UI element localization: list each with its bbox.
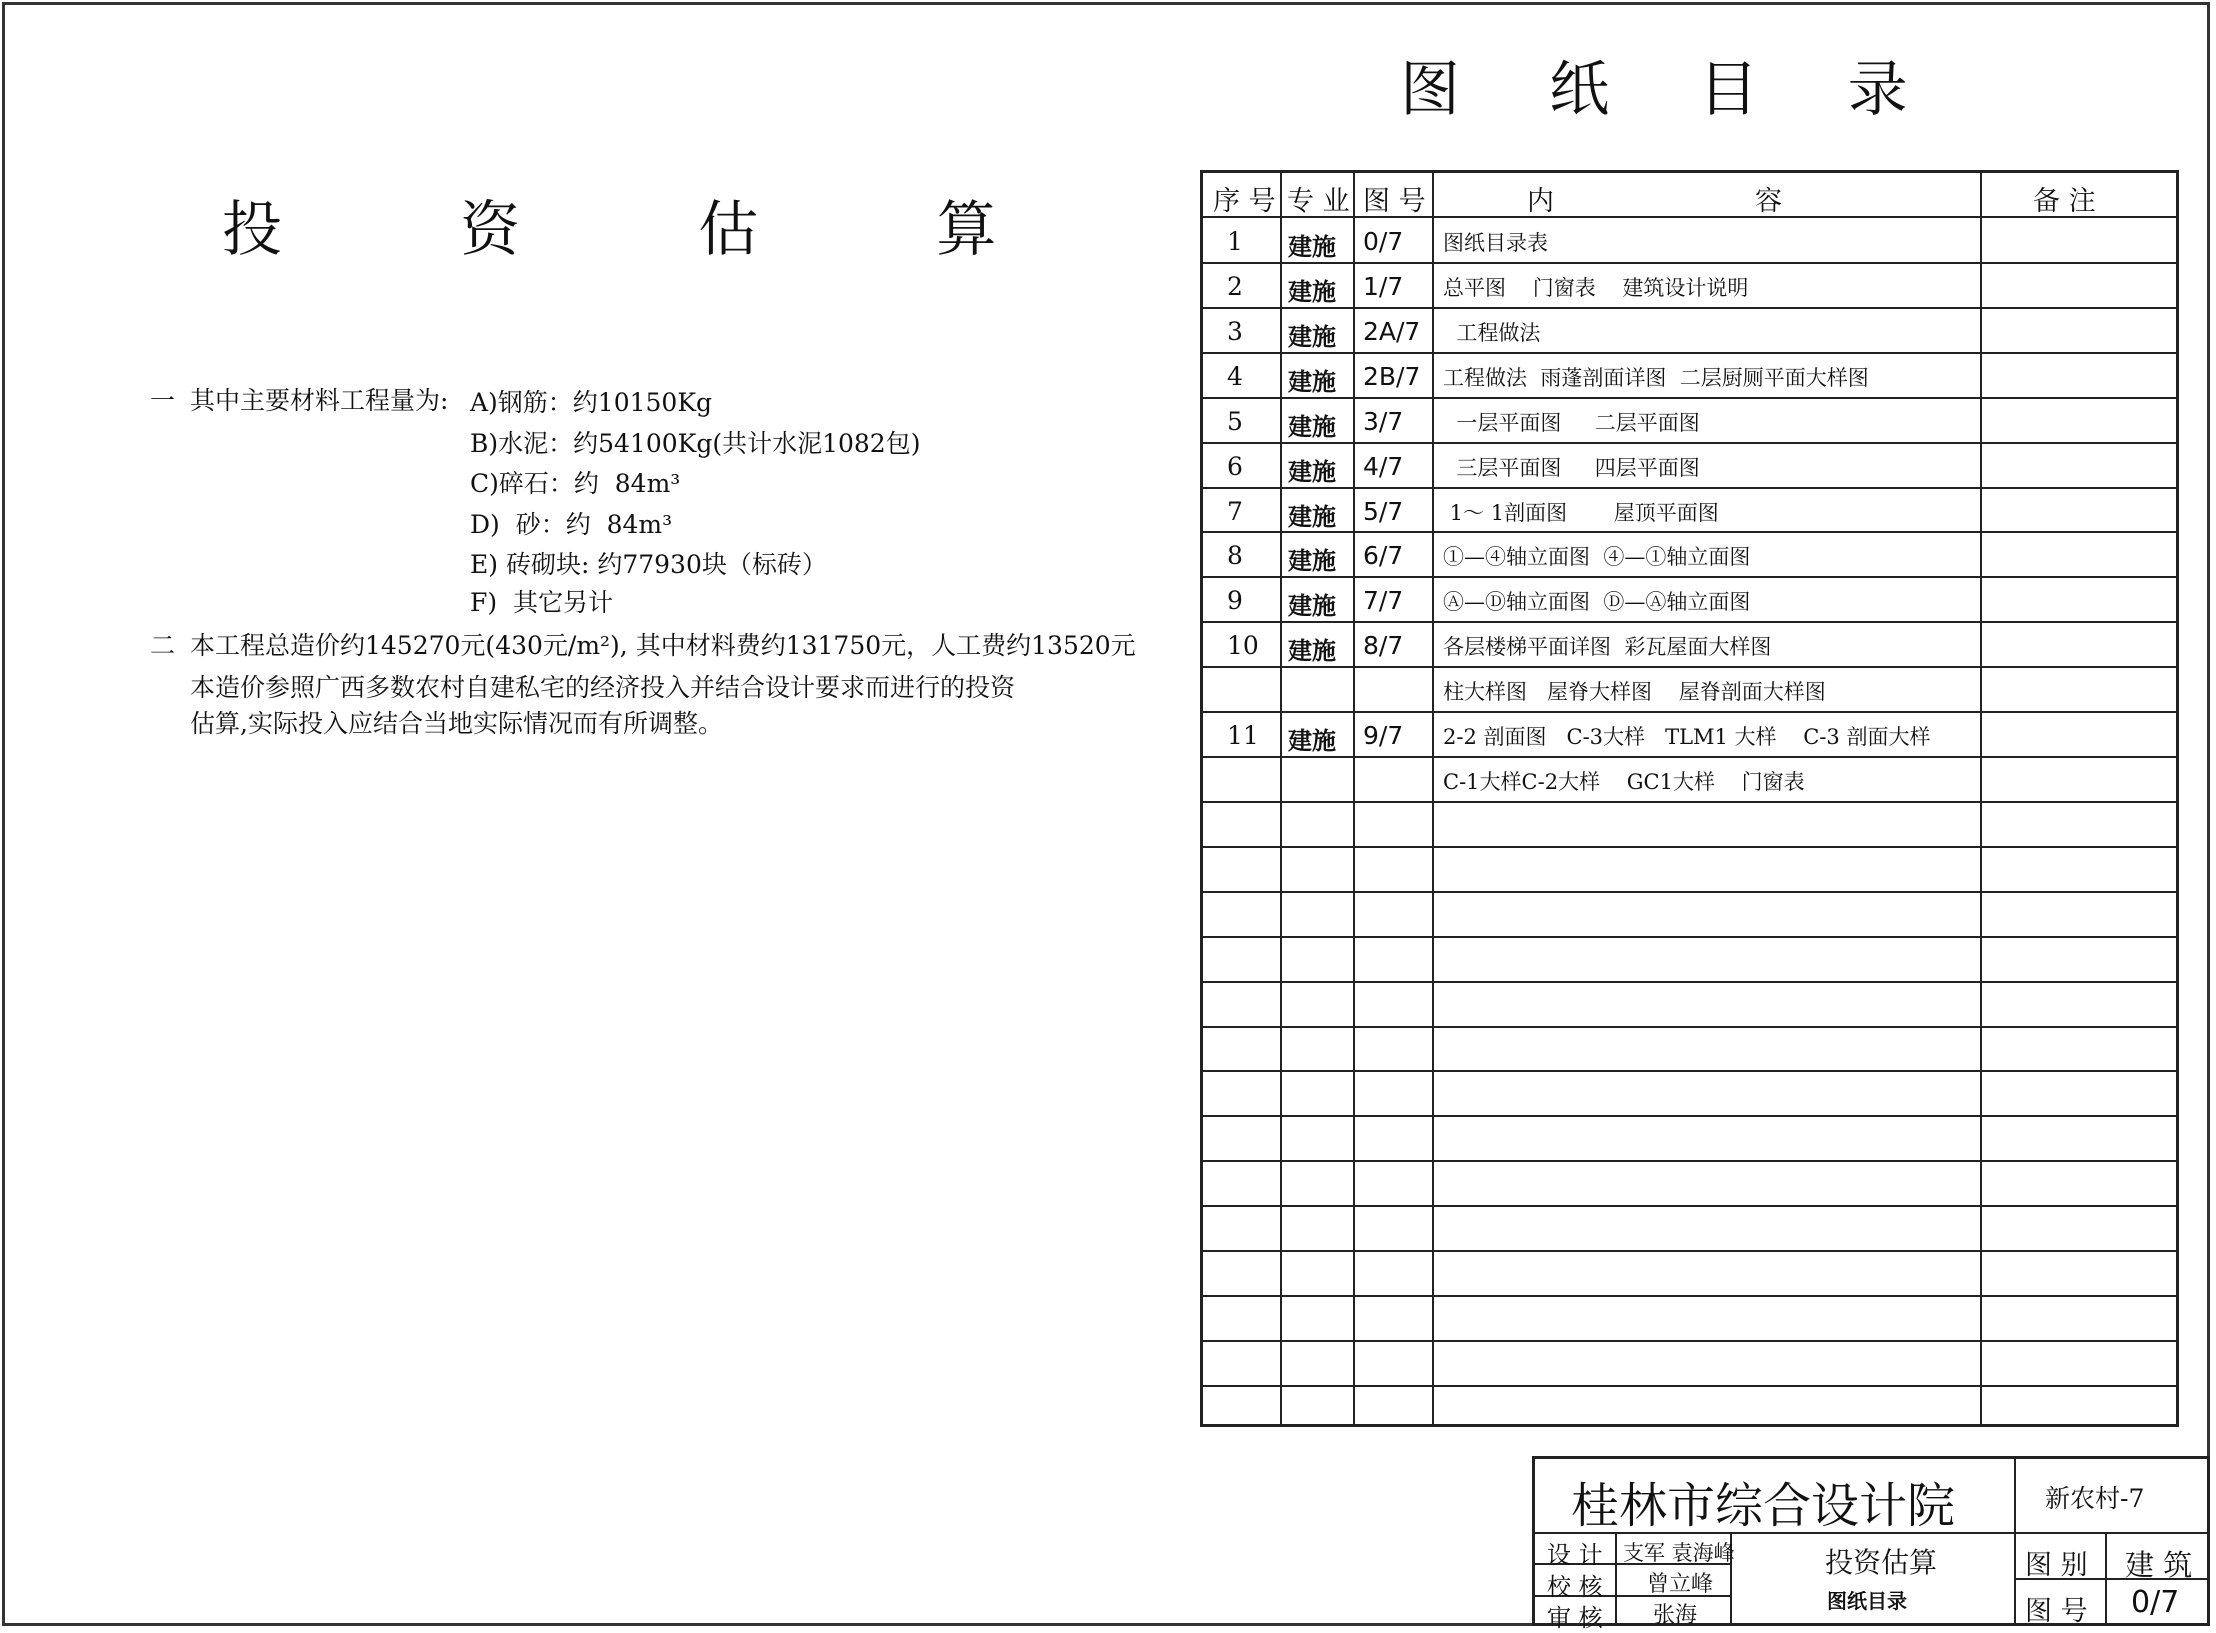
item2-line3: 估算,实际投入应结合当地实际情况而有所调整。 <box>190 709 723 738</box>
row-no: 6 <box>1227 451 1243 481</box>
row-discipline: 建施 <box>1288 546 1336 576</box>
header-remarks: 备 注 <box>2033 186 2096 217</box>
header-discipline: 专 业 <box>1287 186 1350 217</box>
row-no: 10 <box>1227 631 1259 661</box>
row-drawing-no: 2B/7 <box>1363 361 1421 391</box>
row-discipline: 建施 <box>1288 591 1336 621</box>
sheet-subtitle: 图纸目录 <box>1827 1589 1907 1613</box>
institute-name: 桂林市综合设计院 <box>1571 1478 1956 1534</box>
category-value: 建 筑 <box>2125 1548 2193 1582</box>
category-label: 图 别 <box>2025 1550 2088 1581</box>
material-item: E) 砖砌块: 约77930块（标砖） <box>470 550 827 579</box>
item2-line1: 本工程总造价约145270元(430元/m²), 其中材料费约131750元，人工费约13520元 <box>190 631 1136 660</box>
header-content-1: 内 <box>1527 186 1554 217</box>
row-content: 工程做法 雨蓬剖面详图 二层厨厕平面大样图 <box>1443 365 1869 390</box>
row-no: 3 <box>1227 316 1243 346</box>
row-discipline: 建施 <box>1288 232 1336 261</box>
row-no: 8 <box>1227 541 1243 571</box>
row-drawing-no: 6/7 <box>1363 541 1404 571</box>
row-discipline: 建施 <box>1288 411 1336 441</box>
material-item: B)水泥：约54100Kg(共计水泥1082包) <box>470 429 921 458</box>
sheet-title: 投资估算 <box>1825 1546 1938 1579</box>
row-drawing-no: 5/7 <box>1363 496 1404 526</box>
project-name: 新农村-7 <box>2045 1484 2145 1513</box>
title-block <box>1532 1456 2210 1632</box>
check-label: 校 核 <box>1547 1573 1603 1601</box>
row-drawing-no: 0/7 <box>1363 227 1404 256</box>
number-value: 0/7 <box>2131 1585 2180 1620</box>
review-name: 张海 <box>1653 1603 1698 1628</box>
material-item: F) 其它另计 <box>470 588 613 617</box>
row-no: 1 <box>1227 227 1243 256</box>
row-no: 4 <box>1227 361 1243 391</box>
row-discipline: 建施 <box>1288 321 1336 351</box>
investment-title: 投 资 估 算 <box>222 195 997 265</box>
row-discipline: 建施 <box>1288 276 1336 306</box>
row-no: 9 <box>1227 586 1243 616</box>
row-content: 柱大样图 屋脊大样图 屋脊剖面大样图 <box>1443 680 1826 705</box>
item2-line2: 本造价参照广西多数农村自建私宅的经济投入并结合设计要求而进行的投资 <box>190 673 1016 702</box>
row-drawing-no: 1/7 <box>1363 271 1404 301</box>
row-no: 7 <box>1227 496 1243 526</box>
drawing-index-table <box>1200 170 2179 1427</box>
index-title: 图 纸 目 录 <box>1400 55 1916 125</box>
row-drawing-no: 2A/7 <box>1363 316 1421 346</box>
row-content: 1～ 1剖面图 屋顶平面图 <box>1443 500 1719 525</box>
item1-lead: 其中主要材料工程量为: <box>190 386 449 415</box>
row-discipline: 建施 <box>1288 636 1336 666</box>
row-content: 2-2 剖面图 C-3大样 TLM1 大样 C-3 剖面大样 <box>1443 725 1931 750</box>
header-content-2: 容 <box>1755 186 1782 217</box>
row-drawing-no: 7/7 <box>1363 586 1404 616</box>
row-no: 2 <box>1227 271 1243 301</box>
item2-prefix: 二 <box>150 631 176 660</box>
row-discipline: 建施 <box>1288 456 1336 486</box>
row-content: 图纸目录表 <box>1443 231 1548 255</box>
row-drawing-no: 8/7 <box>1363 631 1404 661</box>
check-name: 曾立峰 <box>1647 1572 1714 1597</box>
row-content: 一层平面图 二层平面图 <box>1443 410 1700 435</box>
header-no: 序 号 <box>1213 186 1276 217</box>
review-label: 审 核 <box>1547 1604 1603 1632</box>
design-label: 设 计 <box>1547 1541 1603 1569</box>
row-content: 各层楼梯平面详图 彩瓦屋面大样图 <box>1443 635 1772 660</box>
header-drawing-no: 图 号 <box>1363 186 1426 217</box>
row-content: 工程做法 <box>1443 320 1541 345</box>
row-discipline: 建施 <box>1288 501 1336 531</box>
row-content: Ⓐ—Ⓓ轴立面图 Ⓓ—Ⓐ轴立面图 <box>1443 590 1751 615</box>
row-content: 总平图 门窗表 建筑设计说明 <box>1443 275 1749 300</box>
row-drawing-no: 4/7 <box>1363 451 1404 481</box>
material-item: C)碎石：约 84m³ <box>470 469 681 498</box>
row-discipline: 建施 <box>1288 366 1336 396</box>
row-content: ①—④轴立面图 ④—①轴立面图 <box>1443 545 1751 570</box>
row-drawing-no: 9/7 <box>1363 721 1404 751</box>
design-names: 支军 袁海峰 <box>1623 1541 1735 1565</box>
item1-prefix: 一 <box>150 386 176 415</box>
row-discipline: 建施 <box>1288 726 1336 756</box>
row-drawing-no: 3/7 <box>1363 406 1404 436</box>
material-item: D) 砂：约 84m³ <box>470 510 673 539</box>
number-label: 图 号 <box>2025 1596 2088 1627</box>
row-no: 11 <box>1227 721 1259 751</box>
material-item: A)钢筋：约10150Kg <box>470 388 713 417</box>
row-no: 5 <box>1227 406 1243 436</box>
row-content: C-1大样C-2大样 GC1大样 门窗表 <box>1443 770 1805 795</box>
row-content: 三层平面图 四层平面图 <box>1443 455 1700 480</box>
